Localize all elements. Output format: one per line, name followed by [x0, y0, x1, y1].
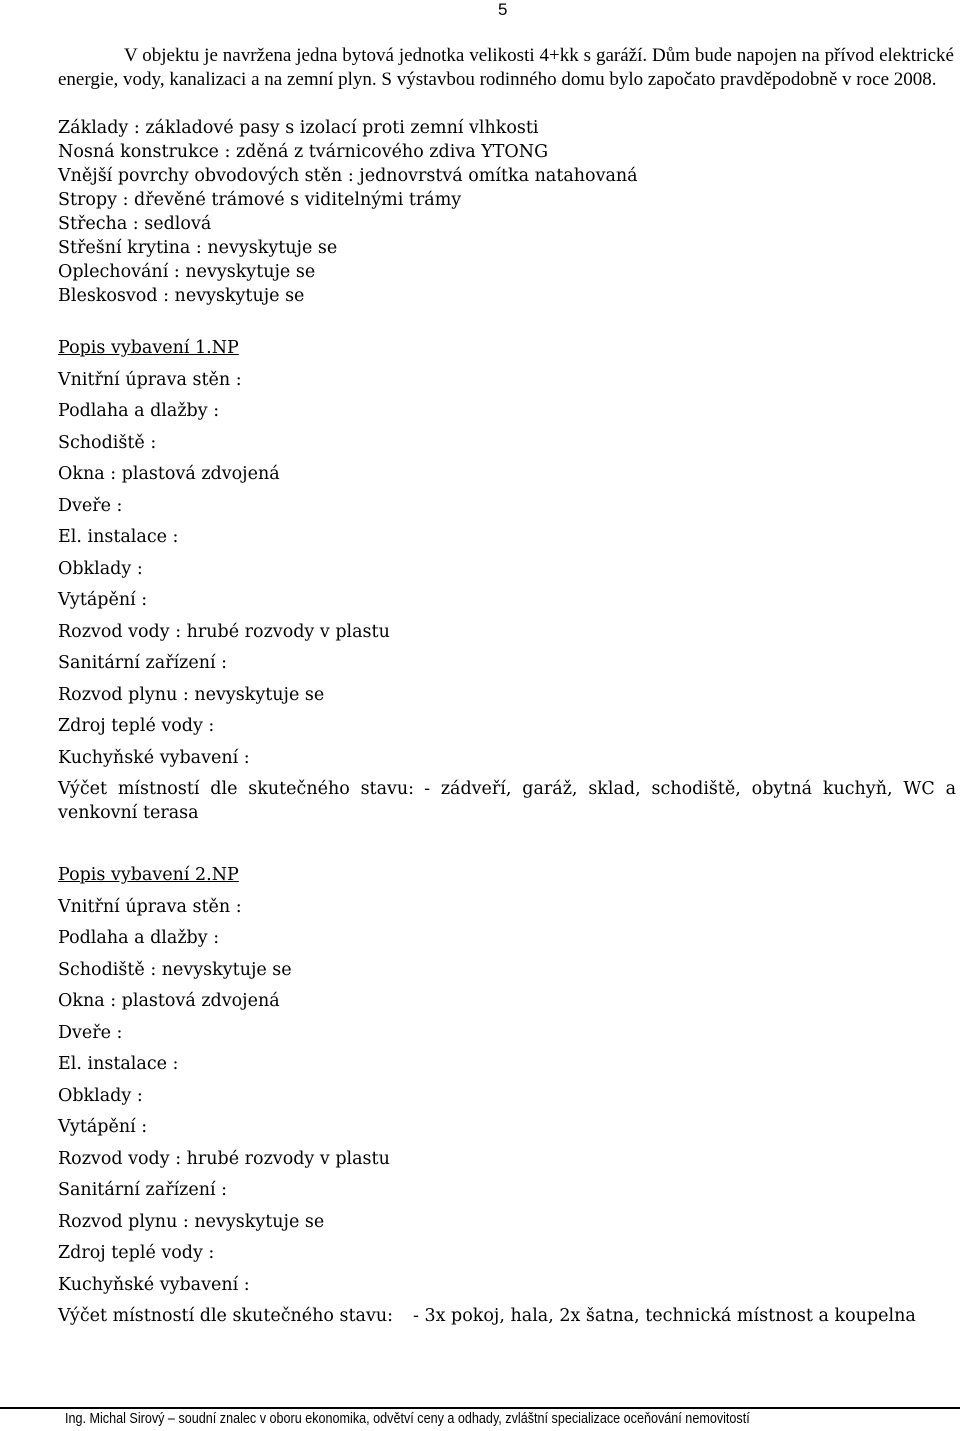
- floor2-item: El. instalace :: [58, 1054, 179, 1074]
- floor1-item: Zdroj teplé vody :: [58, 716, 215, 736]
- floor2-item: Obklady :: [58, 1085, 143, 1106]
- floor2-item: Vnitřní úprava stěn :: [58, 896, 242, 917]
- floor2-rooms-label: Výčet místností dle skutečného stavu:: [58, 1306, 394, 1326]
- floor2-item: Rozvod vody : hrubé rozvody v plastu: [58, 1148, 390, 1169]
- floor1-rooms: [58, 777, 956, 825]
- spec-foundations: Základy : základové pasy s izolací proti zemní vlhkosti: [58, 118, 539, 138]
- spec-roofing: Střešní krytina : nevyskytuje se: [58, 238, 338, 258]
- floor1-item: Podlaha a dlažby :: [58, 401, 220, 421]
- spec-structure: Nosná konstrukce : zděná z tvárnicového zdiva YTONG: [58, 142, 549, 162]
- floor1-item: Rozvod vody : hrubé rozvody v plastu: [58, 621, 390, 642]
- floor1-item: Dveře :: [58, 495, 123, 516]
- footer-text: Ing. Michal Sirový – soudní znalec v oboru ekonomika, odvětví ceny a odhady, zvláštní specializace oceňování nemovitostí: [65, 1410, 750, 1427]
- spec-flashing: Oplechování : nevyskytuje se: [58, 262, 316, 282]
- floor2-rooms: [58, 1304, 956, 1328]
- intro-paragraph: [58, 44, 954, 92]
- floor1-item: Sanitární zařízení :: [58, 653, 228, 673]
- floor2-section: [58, 863, 956, 1328]
- floor2-item: Vytápění :: [58, 1117, 148, 1137]
- floor1-rooms-label: Výčet místností dle skutečného stavu:: [58, 779, 415, 799]
- construction-specs: [58, 116, 954, 308]
- floor2-item: Schodiště : nevyskytuje se: [58, 959, 292, 980]
- spec-ceilings: Stropy : dřevěné trámové s viditelnými trámy: [58, 190, 462, 210]
- floor2-item: Rozvod plynu : nevyskytuje se: [58, 1211, 325, 1232]
- floor1-item: Kuchyňské vybavení :: [58, 747, 250, 768]
- floor2-item: Dveře :: [58, 1022, 123, 1043]
- page-number: 5: [498, 0, 508, 19]
- floor1-item: Vytápění :: [58, 590, 148, 610]
- spec-lightning-rod: Bleskosvod : nevyskytuje se: [58, 286, 305, 306]
- floor2-rooms-value: - 3x pokoj, hala, 2x šatna, technická místnost a koupelna: [413, 1306, 916, 1326]
- floor2-title: Popis vybavení 2.NP: [58, 865, 239, 885]
- floor1-item: Vnitřní úprava stěn :: [58, 369, 242, 390]
- floor2-item: Sanitární zařízení :: [58, 1180, 228, 1200]
- spec-roof: Střecha : sedlová: [58, 214, 212, 234]
- floor1-title: Popis vybavení 1.NP: [58, 338, 239, 358]
- floor1-item: El. instalace :: [58, 527, 179, 547]
- floor2-item: Zdroj teplé vody :: [58, 1243, 215, 1263]
- floor1-item: Obklady :: [58, 558, 143, 579]
- floor1-item: Rozvod plynu : nevyskytuje se: [58, 684, 325, 705]
- footer-divider: [0, 1407, 960, 1409]
- floor1-rooms-value: - zádveří, garáž, sklad, schodiště, obytná kuchyň, WC a venkovní terasa: [58, 779, 956, 823]
- floor1-section: [58, 336, 956, 825]
- intro-text: V objektu je navržena jedna bytová jednotka velikosti 4+kk s garáží. Dům bude napojen na přívod elektrické energie, vody, kanalizaci a na zemní plyn. S výstavbou rodinného domu bylo započato pravděpodobně v roce 2008.: [58, 45, 954, 90]
- spec-facade: Vnější povrchy obvodových stěn : jednovrstvá omítka natahovaná: [58, 166, 638, 186]
- floor2-item: Okna : plastová zdvojená: [58, 991, 280, 1011]
- floor2-item: Podlaha a dlažby :: [58, 928, 220, 948]
- floor1-item: Schodiště :: [58, 432, 157, 453]
- floor2-item: Kuchyňské vybavení :: [58, 1274, 250, 1295]
- floor1-item: Okna : plastová zdvojená: [58, 464, 280, 484]
